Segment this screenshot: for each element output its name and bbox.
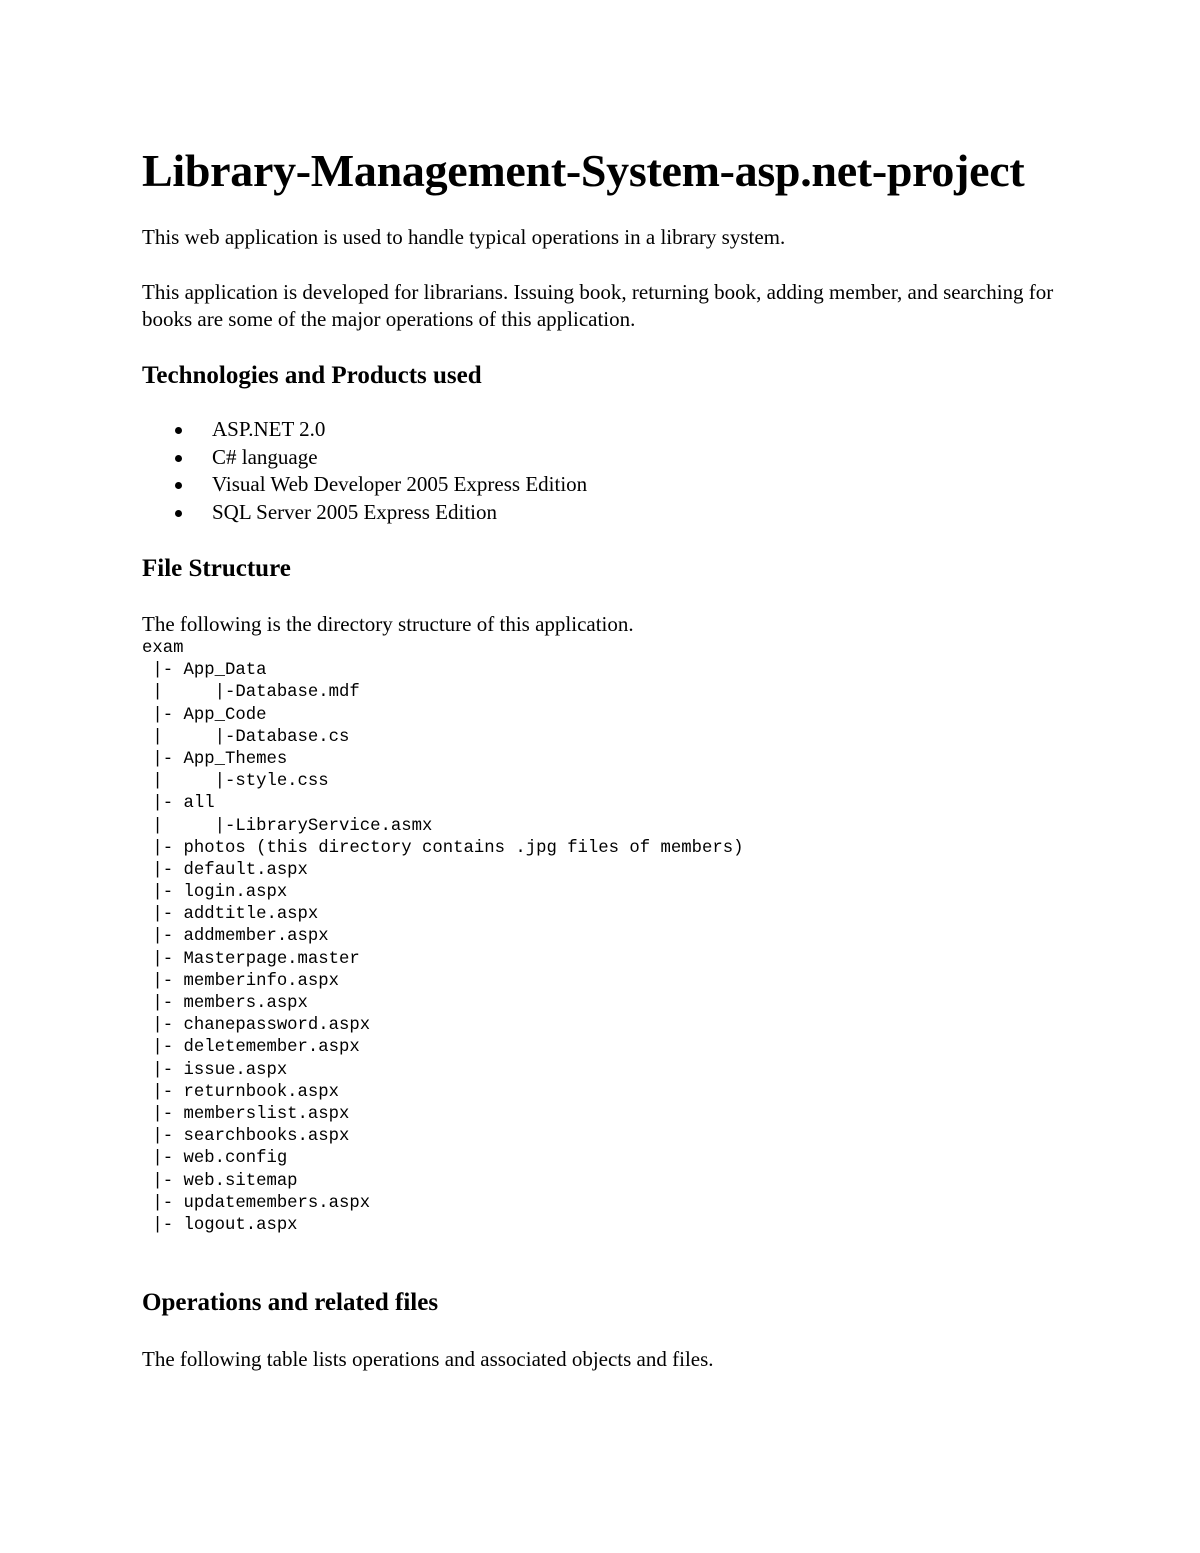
operations-description: The following table lists operations and associated objects and files. xyxy=(142,1347,714,1371)
list-item-text: Visual Web Developer 2005 Express Edition xyxy=(212,472,588,496)
tree-line: |- members.aspx xyxy=(142,994,308,1013)
list-item-text: SQL Server 2005 Express Edition xyxy=(212,499,498,524)
bullet-icon xyxy=(175,455,182,462)
tree-line: | |-Database.mdf xyxy=(142,683,360,703)
tree-line: |- addtitle.aspx xyxy=(142,905,319,925)
tree-line: | |-Database.cs xyxy=(142,727,350,747)
directory-tree xyxy=(142,638,744,1237)
tree-line: exam xyxy=(142,639,184,658)
intro-paragraph-2: This application is developed for librarians. Issuing book, returning book, adding member, and searching for books are some of the major operations of this application. xyxy=(142,280,1054,331)
tree-line: |- App_Data xyxy=(142,661,267,681)
list-item xyxy=(142,444,587,472)
tree-line: |- memberslist.aspx xyxy=(142,1104,350,1124)
page-title: Library-Management-System-asp.net-project xyxy=(142,145,1025,196)
tree-line: |- photos (this directory contains .jpg files of members) xyxy=(142,838,744,858)
technologies-list xyxy=(142,416,587,526)
tree-line: |- searchbooks.aspx xyxy=(142,1127,350,1147)
technologies-heading: Technologies and Products used xyxy=(142,362,482,389)
bullet-icon xyxy=(175,482,182,489)
tree-line: |- logout.aspx xyxy=(142,1215,298,1235)
tree-line: |- deletemember.aspx xyxy=(142,1038,360,1058)
tree-line: |- Masterpage.master xyxy=(142,949,360,969)
list-item xyxy=(142,471,587,499)
operations-heading: Operations and related files xyxy=(142,1289,439,1316)
tree-line: |- all xyxy=(142,794,215,814)
file-structure-heading: File Structure xyxy=(142,555,291,582)
tree-line: |- memberinfo.aspx xyxy=(142,971,340,991)
tree-line: |- updatemembers.aspx xyxy=(142,1193,371,1213)
tree-line: |- issue.aspx xyxy=(142,1060,288,1080)
list-item-text: C# language xyxy=(212,444,318,469)
file-structure-description: The following is the directory structure of this application. xyxy=(142,612,634,636)
tree-line: | |-LibraryService.asmx xyxy=(142,816,433,836)
list-item xyxy=(142,416,587,444)
tree-line: | |-style.css xyxy=(142,772,329,792)
tree-line: |- returnbook.aspx xyxy=(142,1082,340,1102)
bullet-icon xyxy=(175,427,182,434)
tree-line: |- login.aspx xyxy=(142,883,288,903)
tree-line: |- web.config xyxy=(142,1149,288,1169)
tree-line: |- web.sitemap xyxy=(142,1171,298,1191)
intro-paragraph-1: This web application is used to handle typical operations in a library system. xyxy=(142,225,786,249)
tree-line: |- App_Code xyxy=(142,705,267,725)
list-item-text: ASP.NET 2.0 xyxy=(212,417,326,441)
tree-line: |- App_Themes xyxy=(142,749,288,769)
bullet-icon xyxy=(175,510,182,517)
tree-line: |- addmember.aspx xyxy=(142,927,329,947)
list-item xyxy=(142,499,587,527)
tree-line: |- default.aspx xyxy=(142,860,308,880)
tree-line: |- chanepassword.aspx xyxy=(142,1016,371,1036)
